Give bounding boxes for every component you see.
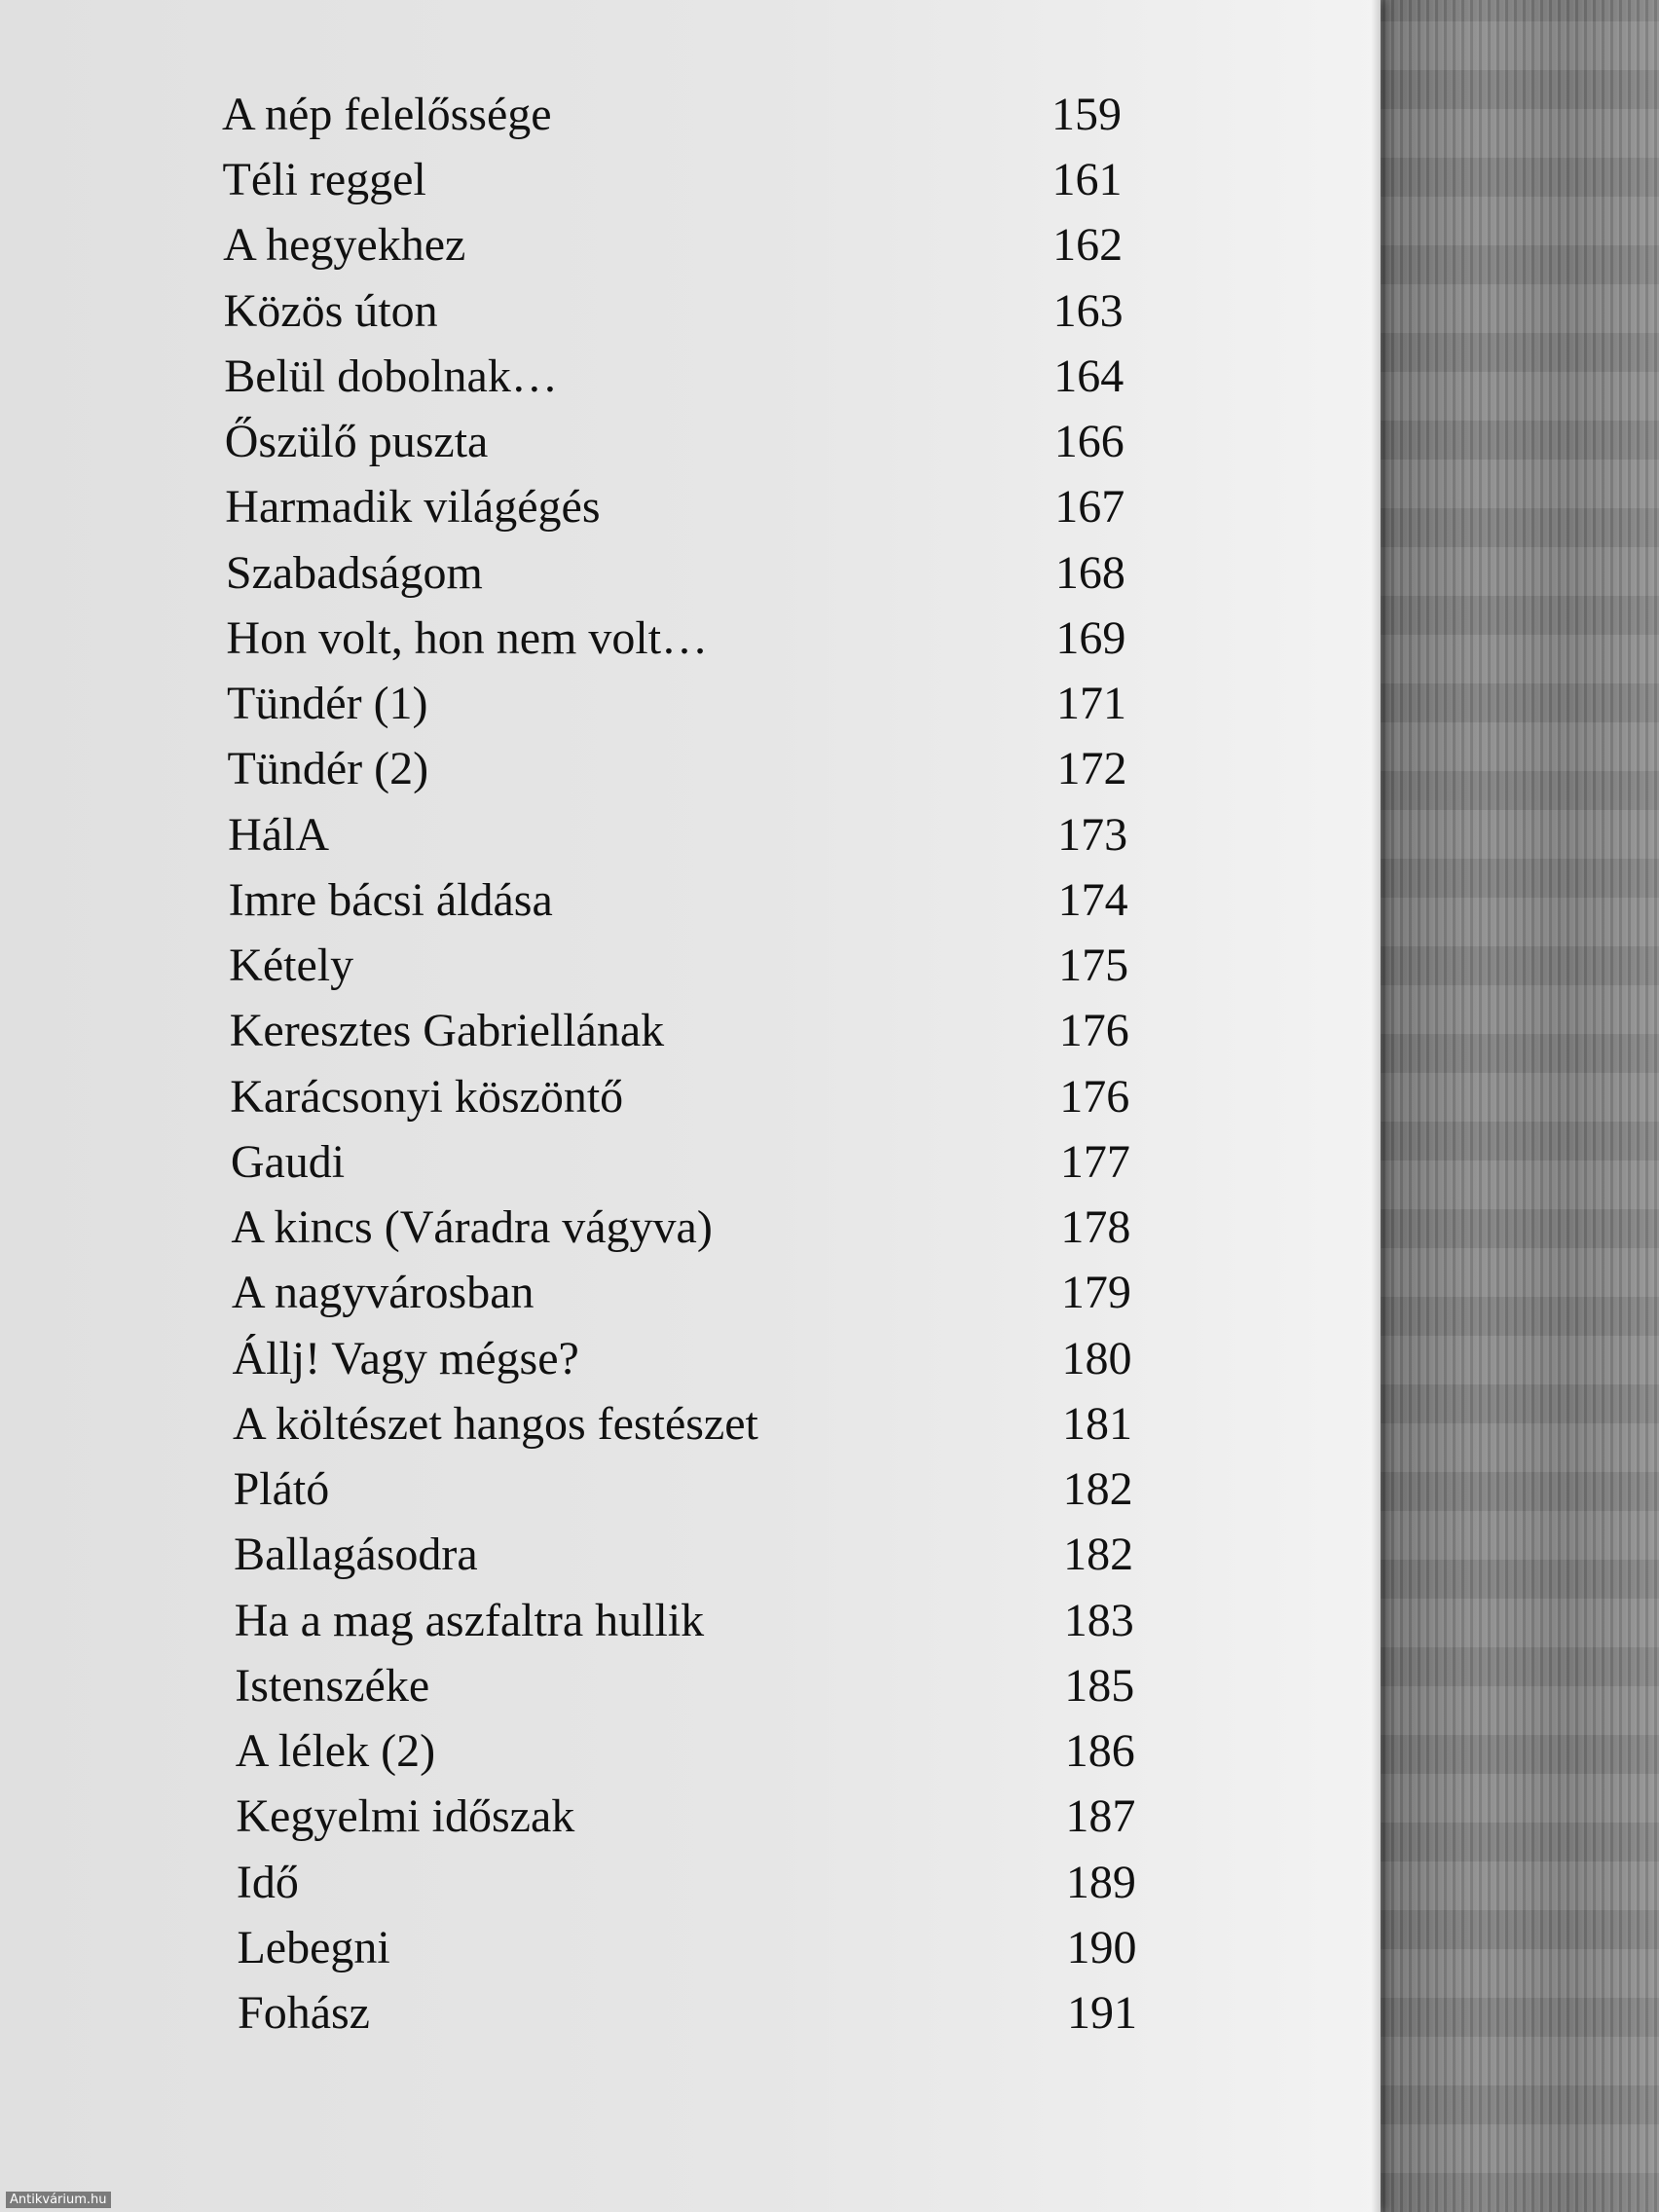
- toc-row: [0, 151, 1381, 209]
- toc-row: [0, 86, 1381, 144]
- toc-title: A nép felelőssége: [222, 89, 552, 140]
- toc-title: Téli reggel: [222, 154, 426, 206]
- toc-title: Szabadságom: [225, 546, 483, 599]
- toc-row: [0, 1133, 1381, 1192]
- toc-title: Belül dobolnak…: [224, 350, 558, 402]
- toc-page-number: 167: [1054, 481, 1125, 534]
- toc-title: Fohász: [238, 1987, 370, 2039]
- toc-title: Tündér (2): [227, 743, 429, 795]
- toc-page-number: 185: [1064, 1659, 1135, 1712]
- toc-title: Istenszéke: [235, 1659, 430, 1712]
- toc-title: A hegyekhez: [223, 219, 466, 272]
- toc-page-number: 171: [1055, 678, 1126, 730]
- toc-page-number: 187: [1065, 1790, 1136, 1843]
- toc-row: [0, 1592, 1381, 1650]
- toc-page-number: 186: [1064, 1725, 1135, 1778]
- toc-row: [0, 609, 1381, 668]
- toc-page-number: 190: [1066, 1921, 1137, 1973]
- toc-page-number: 162: [1052, 219, 1124, 272]
- toc-title: A lélek (2): [235, 1725, 436, 1778]
- toc-page-number: 166: [1053, 416, 1124, 468]
- toc-title: A nagyvárosban: [231, 1267, 535, 1319]
- toc-title: Hon volt, hon nem volt…: [226, 611, 709, 664]
- toc-page-number: 161: [1051, 154, 1123, 206]
- toc-row: [0, 1526, 1381, 1584]
- toc-title: Kétely: [229, 940, 354, 992]
- toc-row: [0, 478, 1381, 536]
- toc-title: Imre bácsi áldása: [228, 873, 553, 926]
- wooden-surface: [1363, 0, 1659, 2212]
- toc-page-number: 176: [1059, 1070, 1130, 1123]
- toc-row: [0, 544, 1381, 603]
- toc-page-number: 176: [1058, 1005, 1129, 1057]
- toc-row: [0, 1264, 1381, 1322]
- toc-row: [0, 740, 1381, 798]
- toc-row: [0, 1919, 1381, 1977]
- toc-row: [0, 348, 1381, 406]
- toc-title: Őszülő puszta: [224, 416, 489, 468]
- toc-title: Harmadik világégés: [225, 481, 601, 534]
- toc-title: Ha a mag aszfaltra hullik: [234, 1594, 705, 1646]
- toc-title: Lebegni: [237, 1921, 390, 1973]
- toc-title: Idő: [236, 1856, 299, 1908]
- toc-row: [0, 282, 1381, 341]
- toc-page-number: 180: [1061, 1332, 1132, 1384]
- toc-title: Keresztes Gabriellának: [229, 1005, 665, 1057]
- toc-row: [0, 1198, 1381, 1257]
- toc-title: A költészet hangos festészet: [233, 1397, 758, 1450]
- toc-title: A kincs (Váradra vágyva): [231, 1201, 713, 1254]
- toc-row: [0, 1854, 1381, 1912]
- toc-page-number: 189: [1065, 1856, 1136, 1908]
- toc-page-number: 168: [1054, 546, 1125, 599]
- toc-page-number: 182: [1062, 1463, 1133, 1516]
- toc-title: Közös úton: [223, 284, 438, 337]
- toc-row: [0, 675, 1381, 733]
- toc-page-number: 181: [1062, 1397, 1133, 1450]
- toc-row: [0, 871, 1381, 930]
- toc-page-number: 191: [1067, 1987, 1137, 2039]
- toc-page-number: 177: [1059, 1135, 1130, 1188]
- toc-page-number: 163: [1052, 284, 1124, 337]
- toc-row: [0, 1068, 1381, 1126]
- toc-row: [0, 1984, 1381, 2043]
- toc-page-number: 173: [1057, 808, 1128, 861]
- toc-title: Állj! Vagy mégse?: [232, 1332, 579, 1384]
- toc-page-number: 178: [1060, 1201, 1131, 1254]
- toc-title: Kegyelmi időszak: [236, 1790, 575, 1843]
- toc-title: Karácsonyi köszöntő: [230, 1070, 624, 1123]
- toc-title: Ballagásodra: [234, 1529, 478, 1581]
- toc-row: [0, 1788, 1381, 1846]
- watermark: Antikvárium.hu: [6, 2192, 111, 2208]
- toc-page-number: 183: [1063, 1594, 1134, 1646]
- toc-title: Plátó: [233, 1463, 330, 1516]
- toc-row: [0, 1002, 1381, 1060]
- toc-title: HálA: [228, 808, 330, 861]
- toc-page-number: 174: [1057, 873, 1128, 926]
- toc-row: [0, 1657, 1381, 1715]
- toc-row: [0, 216, 1381, 275]
- toc-page-number: 159: [1051, 89, 1122, 140]
- toc-page-number: 169: [1055, 611, 1126, 664]
- toc-page-number: 172: [1056, 743, 1127, 795]
- toc-row: [0, 937, 1381, 995]
- toc-page-number: 164: [1053, 350, 1124, 402]
- toc-title: Tündér (1): [226, 678, 428, 730]
- toc-row: [0, 1395, 1381, 1454]
- toc-row: [0, 1330, 1381, 1388]
- toc-row: [0, 1460, 1381, 1519]
- toc-row: [0, 1722, 1381, 1781]
- toc-title: Gaudi: [230, 1135, 346, 1188]
- toc-page-number: 179: [1060, 1267, 1131, 1319]
- toc-page-number: 182: [1063, 1529, 1134, 1581]
- toc-page-number: 175: [1058, 940, 1129, 992]
- toc-row: [0, 413, 1381, 471]
- toc-row: [0, 806, 1381, 865]
